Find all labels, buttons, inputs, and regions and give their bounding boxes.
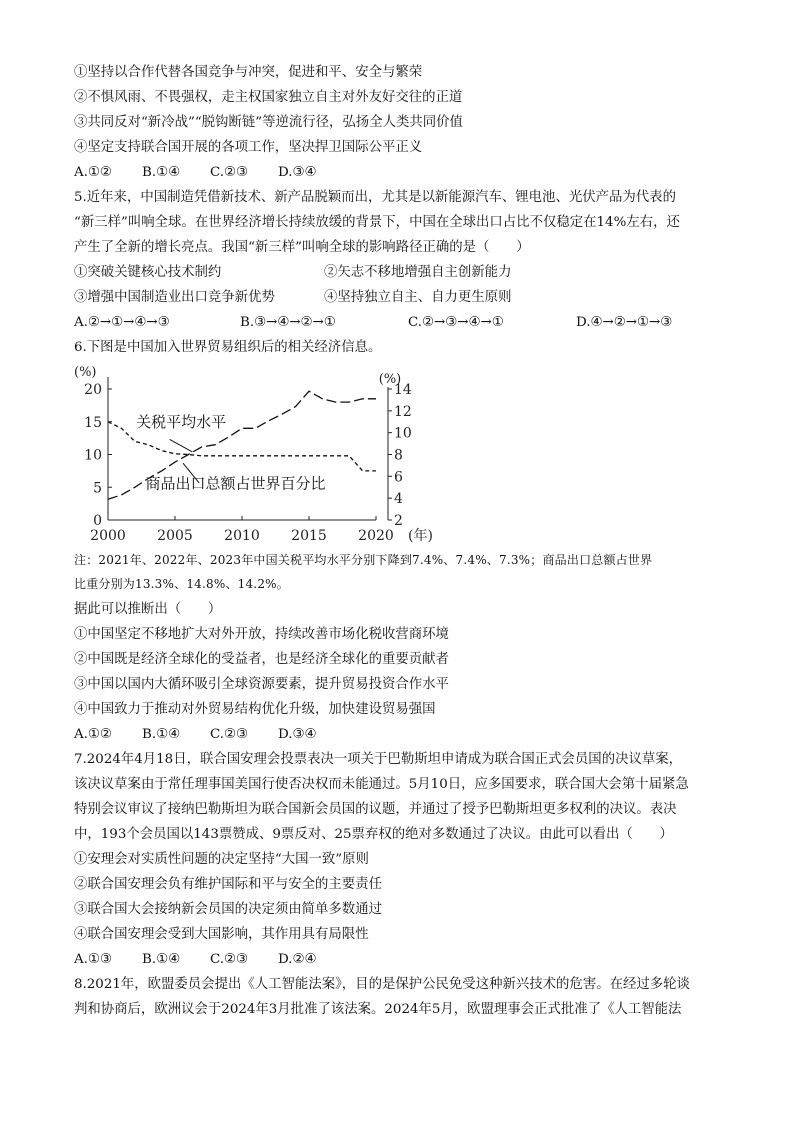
q7-option-d[interactable]: D.②④ (278, 952, 317, 967)
q6-item-1: ①中国坚定不移地扩大对外开放，持续改善市场化税收营商环境 (74, 627, 449, 642)
x-tick-label: 2010 (224, 528, 260, 544)
x-unit-label: (年) (408, 528, 433, 544)
q7-item-4: ④联合国安理会受到大国影响，其作用具有局限性 (74, 927, 369, 942)
q5-items-row-2 (74, 289, 734, 307)
left-unit-label: (%) (74, 365, 97, 380)
q5-stem-2: “新三样”叫响全球。在世界经济增长持续放缓的背景下，中国在全球出口占比不仅稳定在14%左右，还 (74, 215, 680, 230)
q8-stem-2: 判和协商后，欧洲议会于2024年3月批准了该法案。2024年5月，欧盟理事会正式批准了《人工智能法 (74, 1002, 682, 1017)
q4-option-c[interactable]: C.②③ (210, 165, 249, 180)
q8-stem-1: 8.2021年，欧盟委员会提出《人工智能法案》，目的是保护公民免受这种新兴技术的危害。在经过多轮谈 (74, 977, 690, 992)
chart-axes (108, 377, 388, 520)
right-tick-label: 10 (394, 425, 412, 442)
x-tick-label: 2015 (291, 528, 327, 544)
q4-options (74, 164, 734, 182)
q5-item-1: ①突破关键核心技术制约 (74, 265, 222, 280)
q4-item-4: ④坚定支持联合国开展的各项工作，坚决捍卫国际公平正义 (74, 140, 423, 155)
right-unit-label: (%) (378, 372, 402, 387)
series-label-export: 商品出口总额占世界百分比 (145, 474, 326, 493)
right-tick-label: 12 (394, 403, 412, 420)
q6-item-2: ②中国既是经济全球化的受益者，也是经济全球化的重要贡献者 (74, 652, 449, 667)
series-label-tariff: 关税平均水平 (136, 412, 227, 431)
q5-item-3: ③增强中国制造业出口竞争新优势 (74, 290, 275, 305)
q6-option-b[interactable]: B.①④ (142, 727, 181, 742)
q7-stem-2: 该决议草案由于常任理事国美国行使否决权而未能通过。5月10日，应多国要求，联合国大会第十届紧急 (74, 777, 689, 792)
q5-items-row-1 (74, 264, 734, 282)
right-tick-label: 8 (394, 447, 403, 464)
right-tick-label: 14 (394, 382, 412, 398)
q7-item-3: ③联合国大会接纳新会员国的决定须由简单多数通过 (74, 902, 382, 917)
q5-item-4: ④坚持独立自主、自力更生原则 (324, 290, 512, 305)
x-tick-label: 2005 (157, 528, 193, 544)
q5-option-d[interactable]: D.④→②→①→③ (576, 315, 673, 330)
right-tick-label: 6 (394, 469, 403, 486)
q6-note-1: 注：2021年、2022年、2023年中国关税平均水平分别下降到7.4%、7.4%、7.3%；商品出口总额占世界 (74, 553, 653, 567)
q4-item-1: ①坚持以合作代替各国竞争与冲突，促进和平、安全与繁荣 (74, 65, 423, 80)
q6-option-d[interactable]: D.③④ (278, 727, 317, 742)
q4-option-b[interactable]: B.①④ (142, 165, 181, 180)
left-tick-label: 5 (93, 480, 102, 497)
q5-stem-1: 5.近年来，中国制造凭借新技术、新产品脱颖而出，尤其是以新能源汽车、锂电池、光伏产品为代表的 (74, 190, 676, 205)
x-tick-label: 2020 (358, 528, 394, 544)
q4-item-3: ③共同反对“新冷战”“脱钩断链”等逆流行径，弘扬全人类共同价值 (74, 115, 463, 130)
q6-item-3: ③中国以国内大循环吸引全球资源要素，提升贸易投资合作水平 (74, 677, 449, 692)
q7-item-2: ②联合国安理会负有维护国际和平与安全的主要责任 (74, 877, 382, 892)
q7-option-a[interactable]: A.①③ (74, 952, 112, 967)
q5-item-2: ②矢志不移地增强自主创新能力 (324, 265, 512, 280)
q5-option-a[interactable]: A.②→①→④→③ (74, 315, 170, 330)
q7-option-c[interactable]: C.②③ (210, 952, 249, 967)
q6-question: 据此可以推断出（ ） (74, 602, 222, 617)
q7-item-1: ①安理会对实质性问题的决定坚持“大国一致”原则 (74, 852, 369, 867)
trade-chart (60, 360, 440, 544)
left-tick-label: 15 (84, 414, 102, 431)
q6-note-2: 比重分别为13.3%、14.8%、14.2%。 (74, 577, 289, 591)
q6-option-c[interactable]: C.②③ (210, 727, 249, 742)
q6-option-a[interactable]: A.①② (74, 727, 112, 742)
q7-stem-1: 7.2024年4月18日，联合国安理会投票表决一项关于巴勒斯坦申请成为联合国正式会员国的决议草案， (74, 752, 683, 767)
right-tick-label: 4 (394, 491, 403, 508)
q4-item-2: ②不惧风雨、不畏强权，走主权国家独立自主对外友好交往的正道 (74, 90, 463, 105)
q5-option-b[interactable]: B.③→④→②→① (240, 315, 336, 330)
leader-line-tariff (170, 439, 193, 451)
q4-option-d[interactable]: D.③④ (278, 165, 317, 180)
q6-item-4: ④中国致力于推动对外贸易结构优化升级，加快建设贸易强国 (74, 702, 436, 717)
q6-options (74, 726, 734, 744)
left-tick-label: 10 (84, 447, 102, 464)
right-tick-label: 2 (394, 513, 403, 529)
q5-option-c[interactable]: C.②→③→④→① (408, 315, 504, 330)
q5-stem-3: 产生了全新的增长亮点。我国“新三样”叫响全球的影响路径正确的是（ ） (74, 240, 530, 255)
q7-stem-3: 特别会议审议了接纳巴勒斯坦为联合国新会员国的议题，并通过了授予巴勒斯坦更多权利的决议。表决 (74, 802, 677, 817)
left-tick-label: 0 (93, 513, 102, 529)
q4-option-a[interactable]: A.①② (74, 165, 112, 180)
chart-labels (74, 365, 433, 544)
q6-stem: 6.下图是中国加入世界贸易组织后的相关经济信息。 (74, 340, 382, 355)
left-tick-label: 20 (84, 382, 102, 398)
x-tick-label: 2000 (90, 528, 126, 544)
q7-stem-4: 中，193个会员国以143票赞成、9票反对、25票弃权的绝对多数通过了决议。由此可以看出（ ） (74, 827, 673, 842)
q7-options (74, 951, 734, 969)
q5-options (74, 314, 734, 332)
q7-option-b[interactable]: B.①④ (142, 952, 181, 967)
